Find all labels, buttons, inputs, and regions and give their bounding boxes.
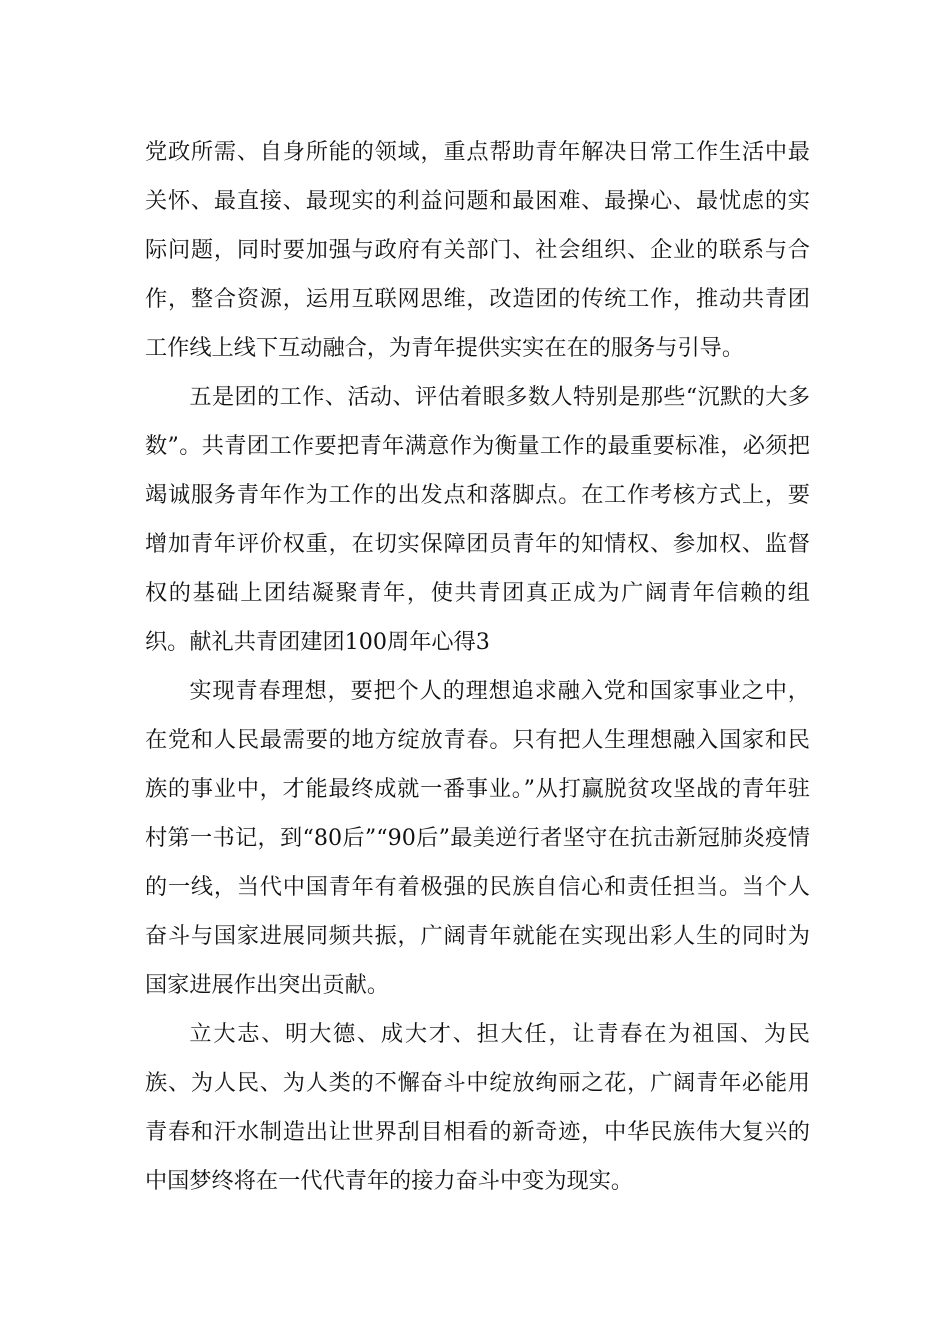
paragraph-3: 实现青春理想，要把个人的理想追求融入党和国家事业之中，在党和人民最需要的地方绽放青春。只有把人生理想融入国家和民族的事业中，才能最终成就一番事业。”从打赢脱贫攻坚战的青年驻村第一书记，到“80后”“90后”最美逆行者坚守在抗击新冠肺炎疫情的一线，当代中国青年有着极强的民族自信心和责任担当。当个人奋斗与国家进展同频共振，广阔青年就能在实现出彩人生的同时为国家进展作出突出贡献。 xyxy=(145,678,810,998)
document-body xyxy=(145,128,810,1206)
paragraph-2: 五是团的工作、活动、评估着眼多数人特别是那些“沉默的大多数”。共青团工作要把青年满意作为衡量工作的最重要标准，必须把竭诚服务青年作为工作的出发点和落脚点。在工作考核方式上，要增加青年评价权重，在切实保障团员青年的知情权、参加权、监督权的基础上团结凝聚青年，使共青团真正成为广阔青年信赖的组织。献礼共青团建团100周年心得3 xyxy=(145,384,810,655)
paragraph-1: 党政所需、自身所能的领域，重点帮助青年解决日常工作生活中最关怀、最直接、最现实的利益问题和最困难、最操心、最忧虑的实际问题，同时要加强与政府有关部门、社会组织、企业的联系与合作，整合资源，运用互联网思维，改造团的传统工作，推动共青团工作线上线下互动融合，为青年提供实实在在的服务与引导。 xyxy=(145,139,810,361)
paragraph-4: 立大志、明大德、成大才、担大任，让青春在为祖国、为民族、为人民、为人类的不懈奋斗中绽放绚丽之花，广阔青年必能用青春和汗水制造出让世界刮目相看的新奇迹，中华民族伟大复兴的中国梦终将在一代代青年的接力奋斗中变为现实。 xyxy=(145,1021,810,1194)
